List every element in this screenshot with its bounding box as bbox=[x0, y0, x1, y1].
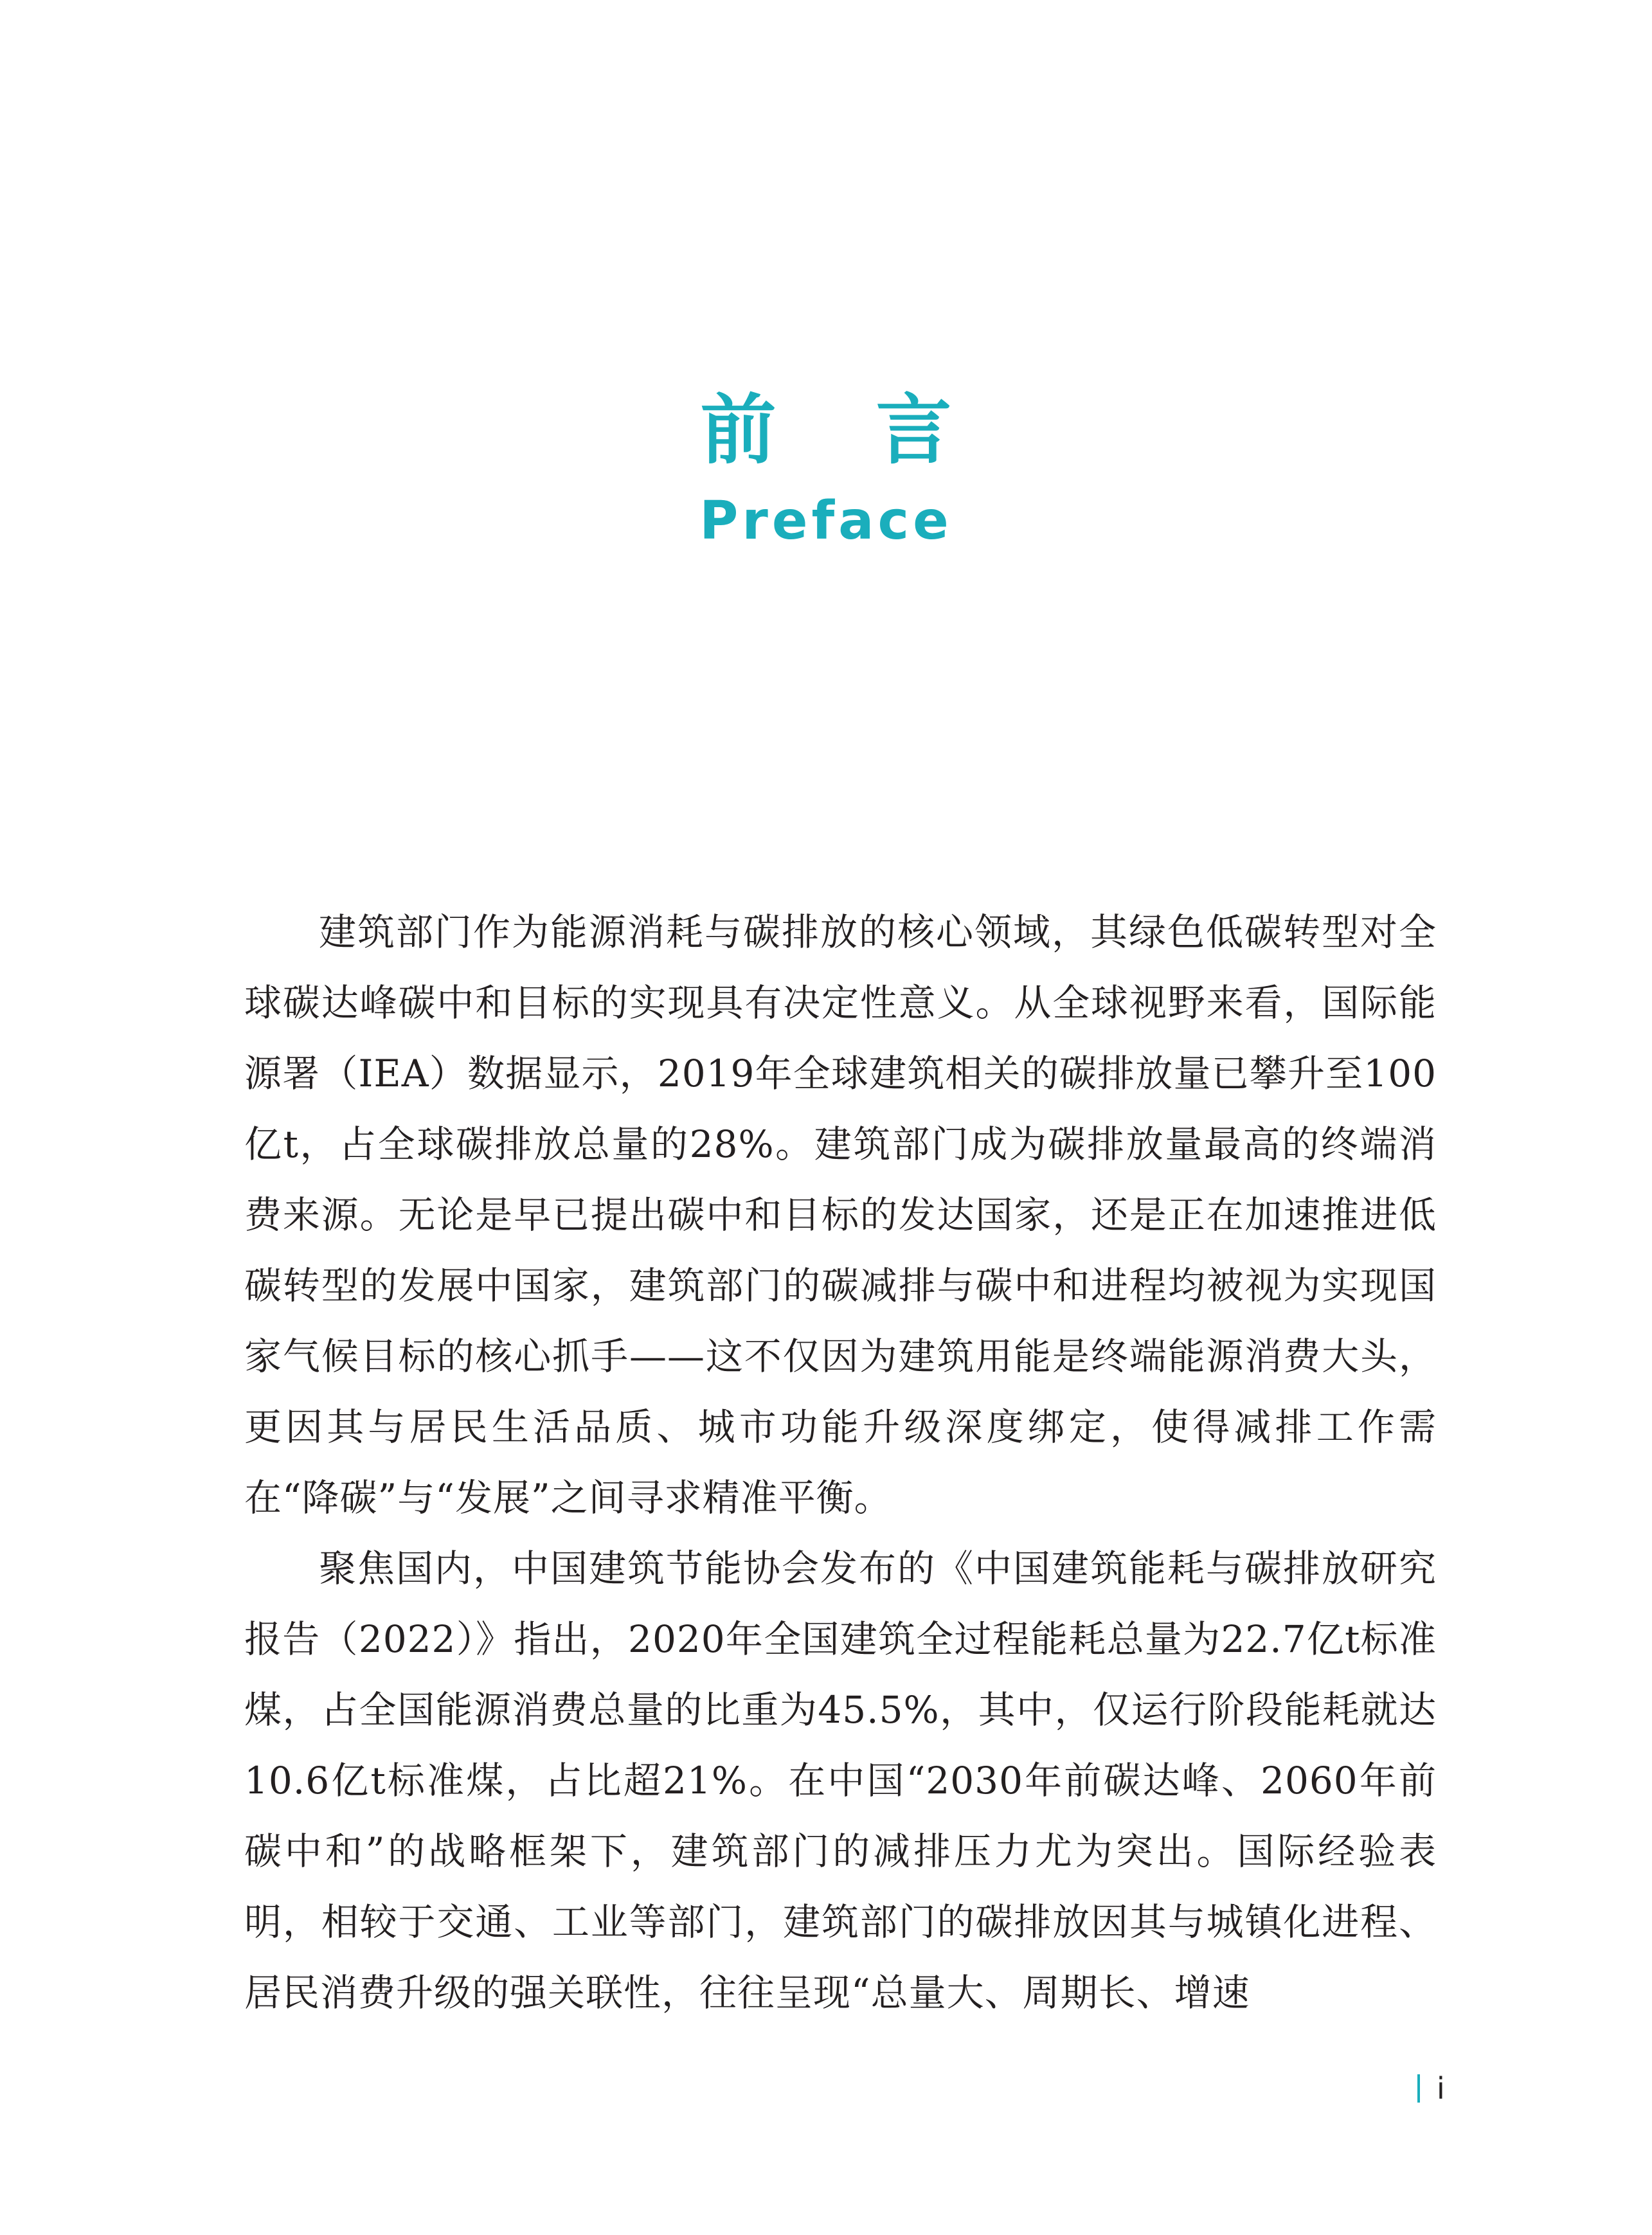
paragraph-2: 聚焦国内，中国建筑节能协会发布的《中国建筑能耗与碳排放研究报告（2022）》指出，2020年全国建筑全过程能耗总量为22.7亿t标准煤，占全国能源消费总量的比重为45.5%，其中，仅运行阶段能耗就达10.6亿t标准煤，占比超21%。在中国“2030年前碳达峰、2060年前碳中和”的战略框架下，建筑部门的减排压力尤为突出。国际经验表明，相较于交通、工业等部门，建筑部门的碳排放因其与城镇化进程、居民消费升级的强关联性，往往呈现“总量大、周期长、增速 bbox=[244, 1547, 1437, 2015]
paragraph-1: 建筑部门作为能源消耗与碳排放的核心领域，其绿色低碳转型对全球碳达峰碳中和目标的实现具有决定性意义。从全球视野来看，国际能源署（IEA）数据显示，2019年全球建筑相关的碳排放量已攀升至100亿t，占全球碳排放总量的28%。建筑部门成为碳排放量最高的终端消费来源。无论是早已提出碳中和目标的发达国家，还是正在加速推进低碳转型的发展中国家，建筑部门的碳减排与碳中和进程均被视为实现国家气候目标的核心抓手——这不仅因为建筑用能是终端能源消费大头，更因其与居民生活品质、城市功能升级深度绑定，使得减排工作需在“降碳”与“发展”之间寻求精准平衡。 bbox=[244, 910, 1437, 1520]
page-title: 前言 bbox=[700, 386, 1052, 474]
body-text bbox=[244, 897, 1437, 2028]
page-subtitle: Preface bbox=[699, 490, 953, 552]
page-number bbox=[1417, 2071, 1445, 2106]
page-number-divider bbox=[1417, 2074, 1420, 2103]
page-number-label: i bbox=[1437, 2071, 1445, 2106]
title-block bbox=[0, 386, 1652, 552]
